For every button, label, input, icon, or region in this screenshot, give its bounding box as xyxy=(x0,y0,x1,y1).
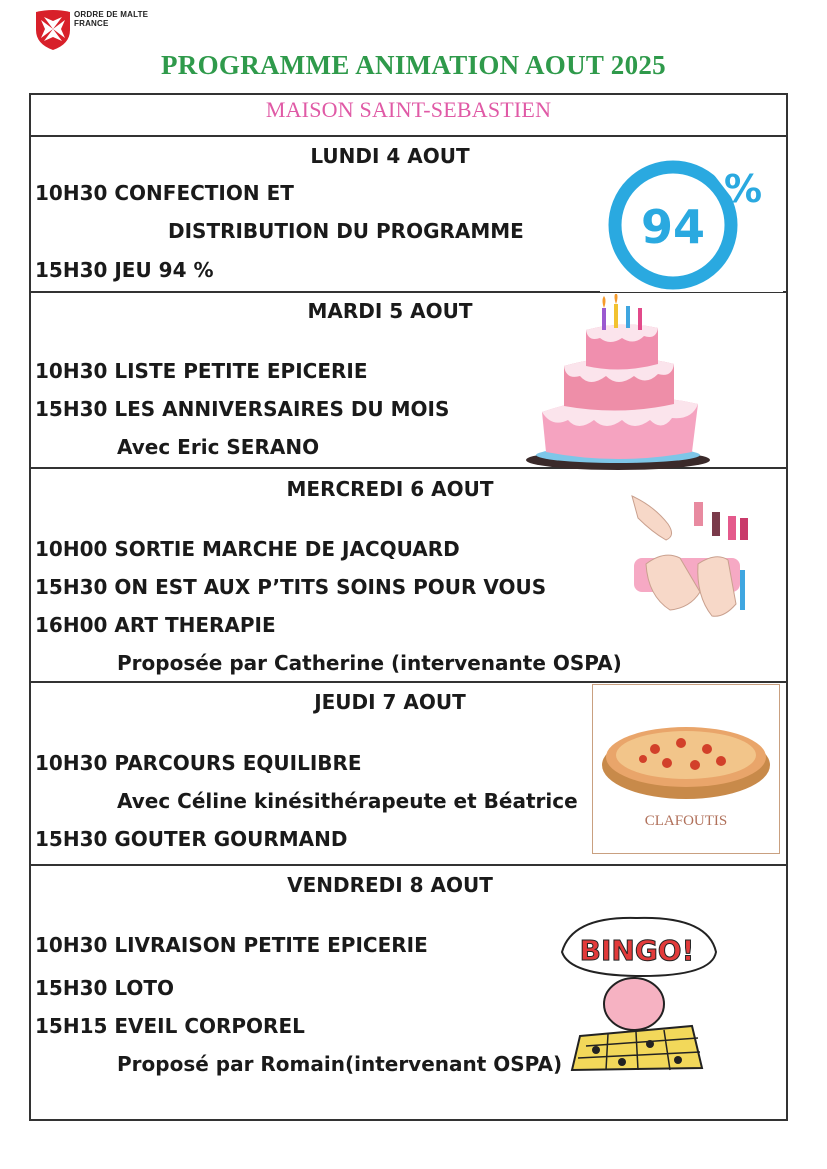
activity-line: 10H30 PARCOURS EQUILIBRE xyxy=(35,751,362,775)
logo-line-2: FRANCE xyxy=(74,19,109,28)
logo-line-1: ORDRE DE MALTE xyxy=(74,10,149,19)
day-heading: VENDREDI 8 AOUT xyxy=(287,873,493,897)
bingo-text: BINGO! xyxy=(579,934,695,967)
page-title: PROGRAMME ANIMATION AOUT 2025 xyxy=(161,50,666,80)
pie-caption: CLAFOUTIS xyxy=(644,813,728,829)
activity-line: DISTRIBUTION DU PROGRAMME xyxy=(168,219,524,243)
house-row xyxy=(29,93,788,137)
activity-line: 10H00 SORTIE MARCHE DE JACQUARD xyxy=(35,537,460,561)
nail-care-icon xyxy=(628,492,758,628)
game-logo-number: 94 xyxy=(640,200,706,254)
day-heading: MERCREDI 6 AOUT xyxy=(286,477,494,501)
game-logo-percent: % xyxy=(723,167,763,211)
activity-line: 15H30 GOUTER GOURMAND xyxy=(35,827,348,851)
activity-line: 15H30 LOTO xyxy=(35,976,175,1000)
game-logo-icon xyxy=(600,140,783,292)
day-heading: JEUDI 7 AOUT xyxy=(314,690,466,714)
logo-text xyxy=(74,10,148,28)
activity-line: 15H30 LES ANNIVERSAIRES DU MOIS xyxy=(35,397,450,421)
activity-line: Proposée par Catherine (intervenante OSPA) xyxy=(117,651,622,675)
bingo-icon xyxy=(552,912,722,1072)
cake-icon xyxy=(522,294,712,470)
house-name: MAISON SAINT-SEBASTIEN xyxy=(265,97,552,122)
activity-line: Avec Eric SERANO xyxy=(117,435,320,459)
activity-line: Avec Céline kinésithérapeute et Béatrice xyxy=(117,789,578,813)
activity-line: 15H15 EVEIL CORPOREL xyxy=(35,1014,305,1038)
manicure-illustration xyxy=(628,492,758,628)
day-heading: LUNDI 4 AOUT xyxy=(310,144,470,168)
game-logo-illustration xyxy=(600,140,783,292)
day-heading: MARDI 5 AOUT xyxy=(307,299,473,323)
clafoutis-illustration xyxy=(592,684,780,854)
birthday-cake-illustration xyxy=(522,294,712,470)
activity-line: Proposé par Romain(intervenant OSPA) xyxy=(117,1052,563,1076)
bingo-illustration xyxy=(552,912,722,1072)
activity-line: 15H30 JEU 94 % xyxy=(35,258,214,282)
maltese-cross-icon xyxy=(34,8,72,50)
activity-line: 15H30 ON EST AUX P’TITS SOINS POUR VOUS xyxy=(35,575,547,599)
activity-line: 10H30 CONFECTION ET xyxy=(35,181,294,205)
activity-line: 16H00 ART THERAPIE xyxy=(35,613,276,637)
organization-logo xyxy=(34,8,174,52)
activity-line: 10H30 LIVRAISON PETITE EPICERIE xyxy=(35,933,428,957)
activity-line: 10H30 LISTE PETITE EPICERIE xyxy=(35,359,368,383)
pie-icon xyxy=(593,685,781,855)
